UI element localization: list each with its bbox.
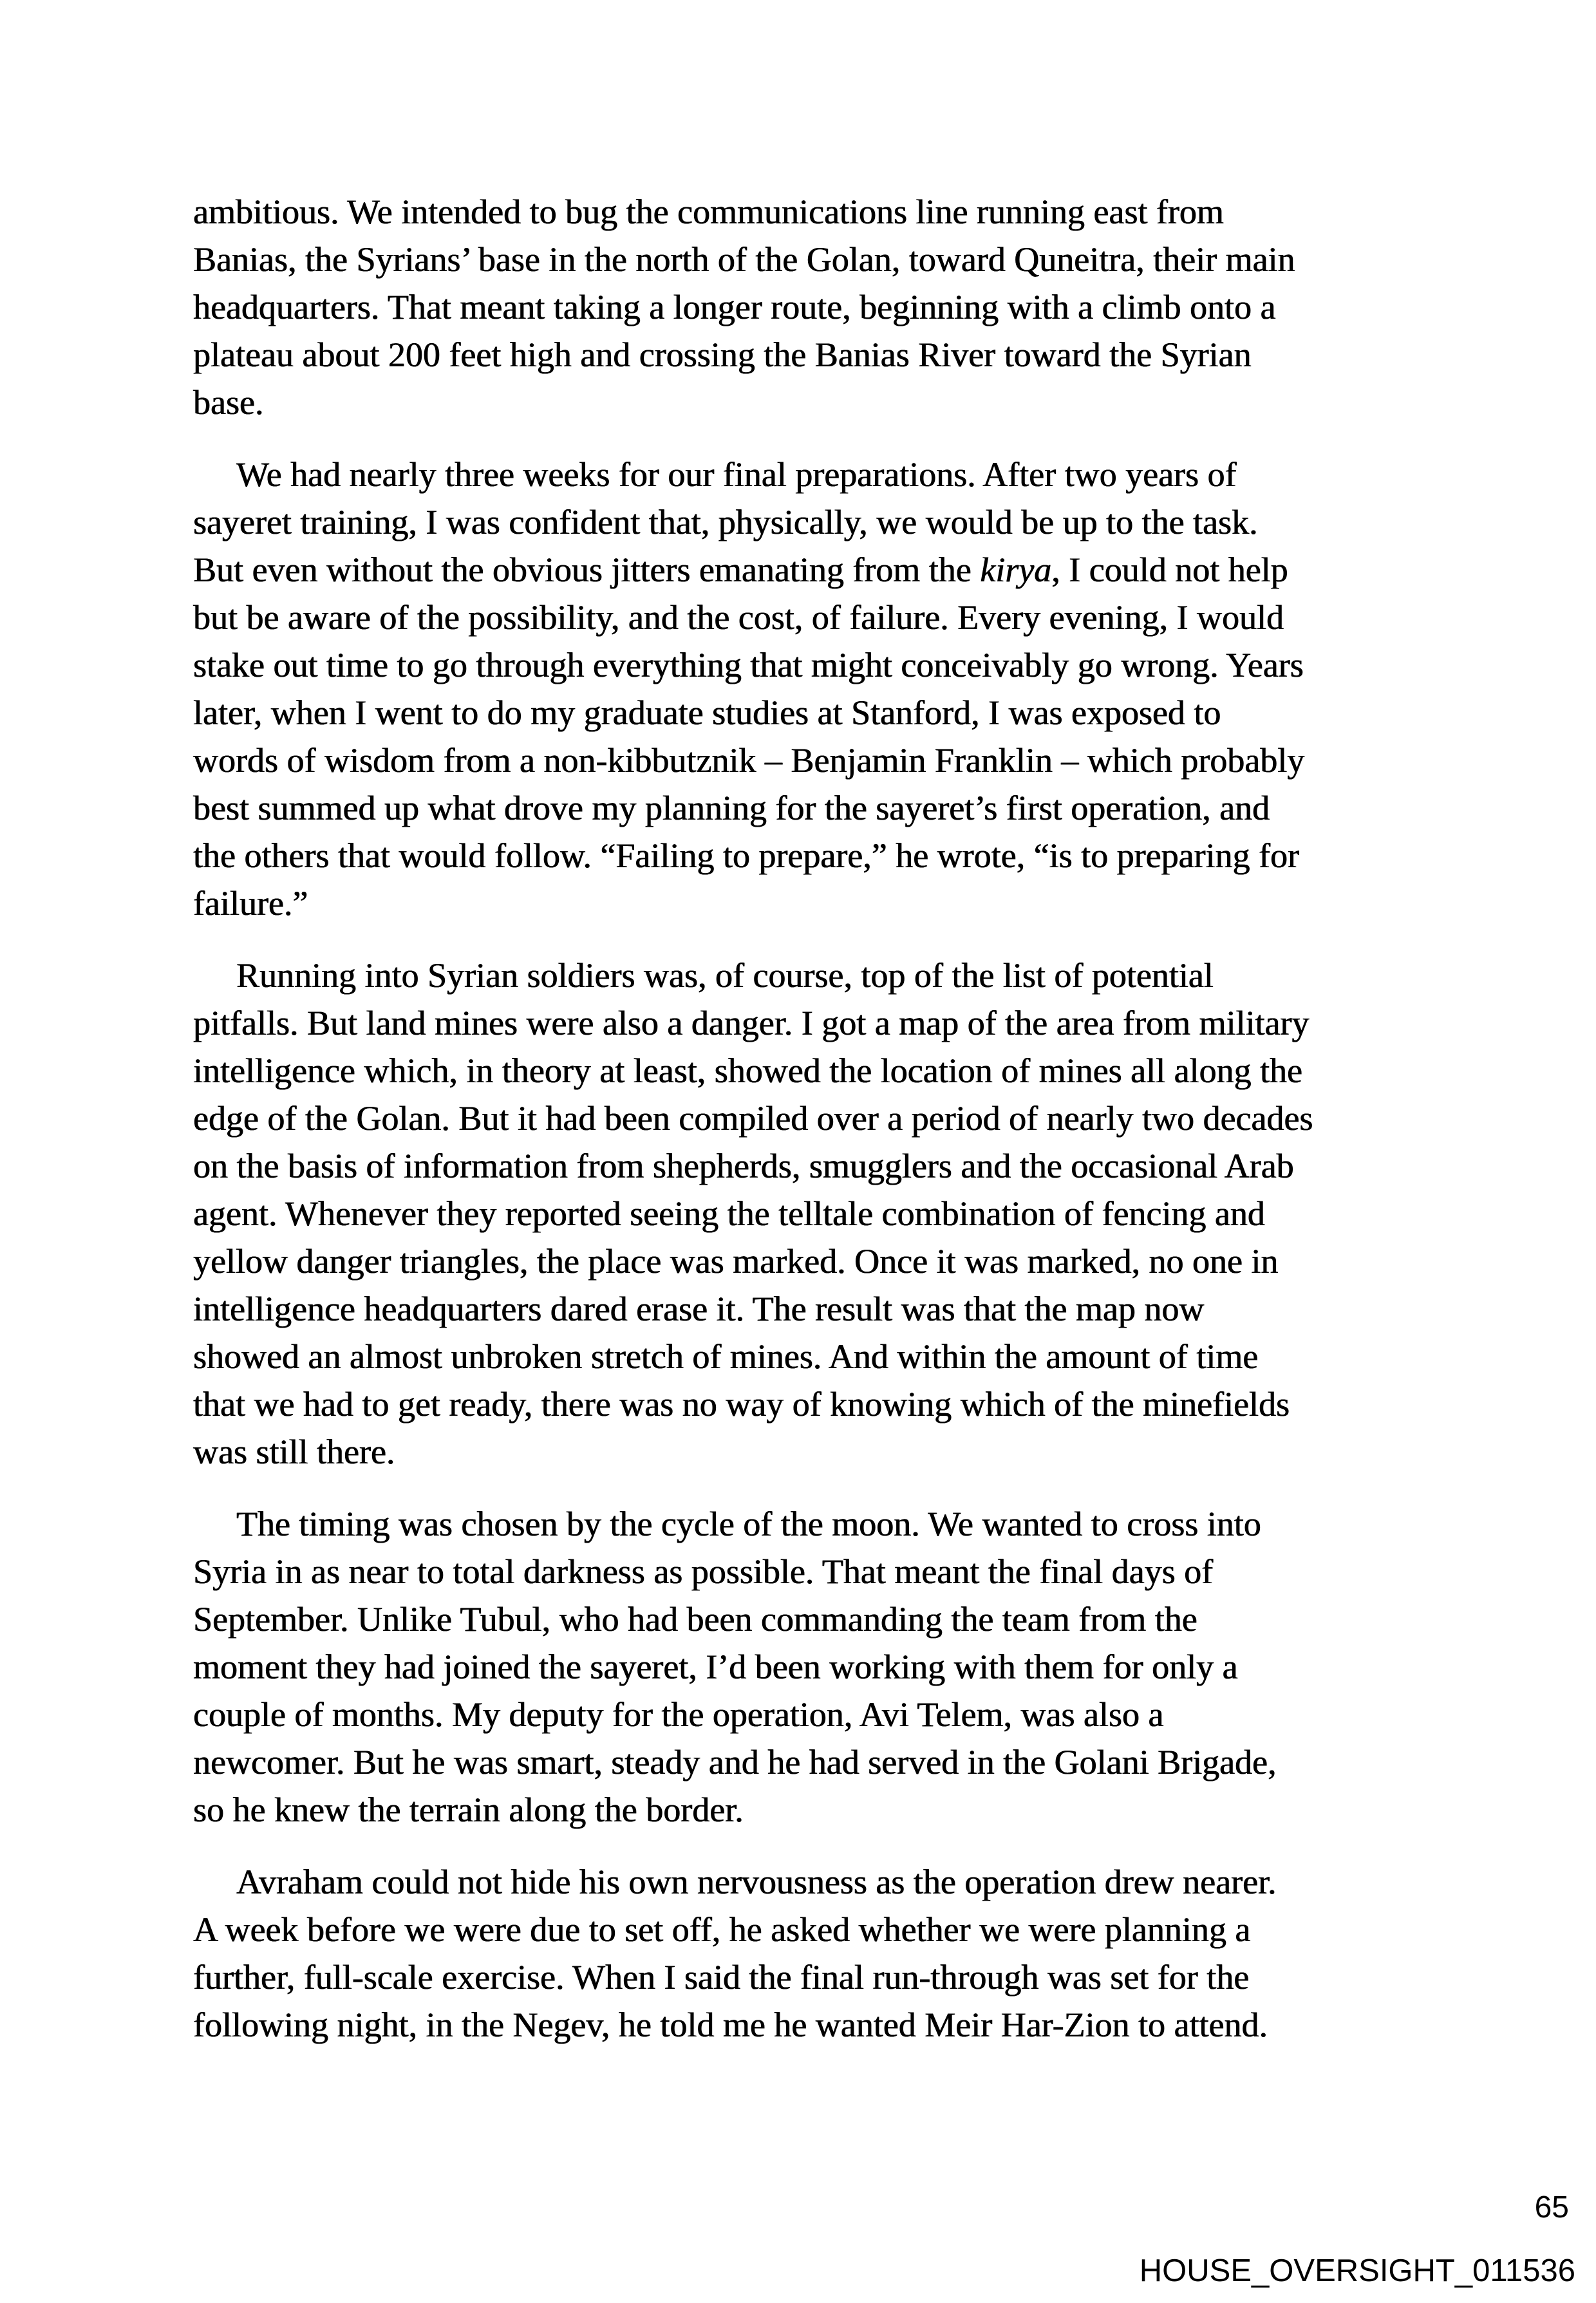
text-line: so he knew the terrain along the border. [193, 1791, 744, 1829]
text-line: further, full-scale exercise. When I said the final run-through was set for the [193, 1958, 1250, 1997]
text-line: pitfalls. But land mines were also a danger. I got a map of the area from military [193, 1004, 1310, 1042]
text-line: stake out time to go through everything that might conceivably go wrong. Years [193, 646, 1304, 684]
text-line: The timing was chosen by the cycle of the moon. We wanted to cross into [236, 1505, 1261, 1543]
text-line: best summed up what drove my planning for the sayeret’s first operation, and [193, 789, 1270, 827]
text-line: showed an almost unbroken stretch of mines. And within the amount of time [193, 1337, 1259, 1376]
text-line: couple of months. My deputy for the operation, Avi Telem, was also a [193, 1695, 1164, 1734]
text-line: moment they had joined the sayeret, I’d been working with them for only a [193, 1648, 1238, 1686]
text-line: later, when I went to do my graduate studies at Stanford, I was exposed to [193, 693, 1221, 732]
paragraph [193, 188, 1487, 426]
text-line: was still there. [193, 1433, 395, 1471]
text-line: headquarters. That meant taking a longer route, beginning with a climb onto a [193, 288, 1276, 326]
body-text [193, 188, 1487, 2049]
text-line: sayeret training, I was confident that, physically, we would be up to the task. [193, 503, 1258, 541]
text-line: But even without the obvious jitters emanating from the kirya, I could not help [193, 550, 1288, 589]
text-line: that we had to get ready, there was no way of knowing which of the minefields [193, 1385, 1290, 1424]
text-line: intelligence headquarters dared erase it. The result was that the map now [193, 1290, 1205, 1328]
paragraph [193, 952, 1487, 1476]
text-line: following night, in the Negev, he told me he wanted Meir Har-Zion to attend. [193, 2006, 1268, 2044]
text-line: newcomer. But he was smart, steady and he had served in the Golani Brigade, [193, 1743, 1277, 1781]
paragraph [193, 1858, 1487, 2049]
text-line: agent. Whenever they reported seeing the telltale combination of fencing and [193, 1194, 1265, 1233]
text-line: Banias, the Syrians’ base in the north of the Golan, toward Quneitra, their main [193, 240, 1295, 279]
bates-stamp: HOUSE_OVERSIGHT_011536 [1139, 2253, 1575, 2288]
text-line: but be aware of the possibility, and the cost, of failure. Every evening, I would [193, 598, 1284, 637]
text-line: plateau about 200 feet high and crossing the Banias River toward the Syrian [193, 335, 1252, 374]
text-line: Avraham could not hide his own nervousness as the operation drew nearer. [236, 1863, 1277, 1901]
text-line: words of wisdom from a non-kibbutznik – Benjamin Franklin – which probably [193, 741, 1305, 780]
text-line: base. [193, 383, 264, 422]
text-line: the others that would follow. “Failing to prepare,” he wrote, “is to preparing for [193, 836, 1299, 875]
text-line: yellow danger triangles, the place was marked. Once it was marked, no one in [193, 1242, 1279, 1281]
text-line: A week before we were due to set off, he asked whether we were planning a [193, 1910, 1251, 1949]
paragraph [193, 451, 1487, 927]
text-line: Running into Syrian soldiers was, of course, top of the list of potential [236, 956, 1214, 995]
text-line: on the basis of information from shepherds, smugglers and the occasional Arab [193, 1147, 1294, 1185]
text-line: September. Unlike Tubul, who had been commanding the team from the [193, 1600, 1197, 1639]
text-line: Syria in as near to total darkness as possible. That meant the final days of [193, 1552, 1214, 1591]
text-line: edge of the Golan. But it had been compiled over a period of nearly two decades [193, 1099, 1313, 1138]
text-line: We had nearly three weeks for our final preparations. After two years of [236, 455, 1237, 494]
text-line: failure.” [193, 884, 308, 923]
text-line: intelligence which, in theory at least, showed the location of mines all along the [193, 1051, 1303, 1090]
paragraph [193, 1500, 1487, 1834]
text-line: ambitious. We intended to bug the communications line running east from [193, 193, 1224, 231]
page-number: 65 [1534, 2190, 1569, 2224]
